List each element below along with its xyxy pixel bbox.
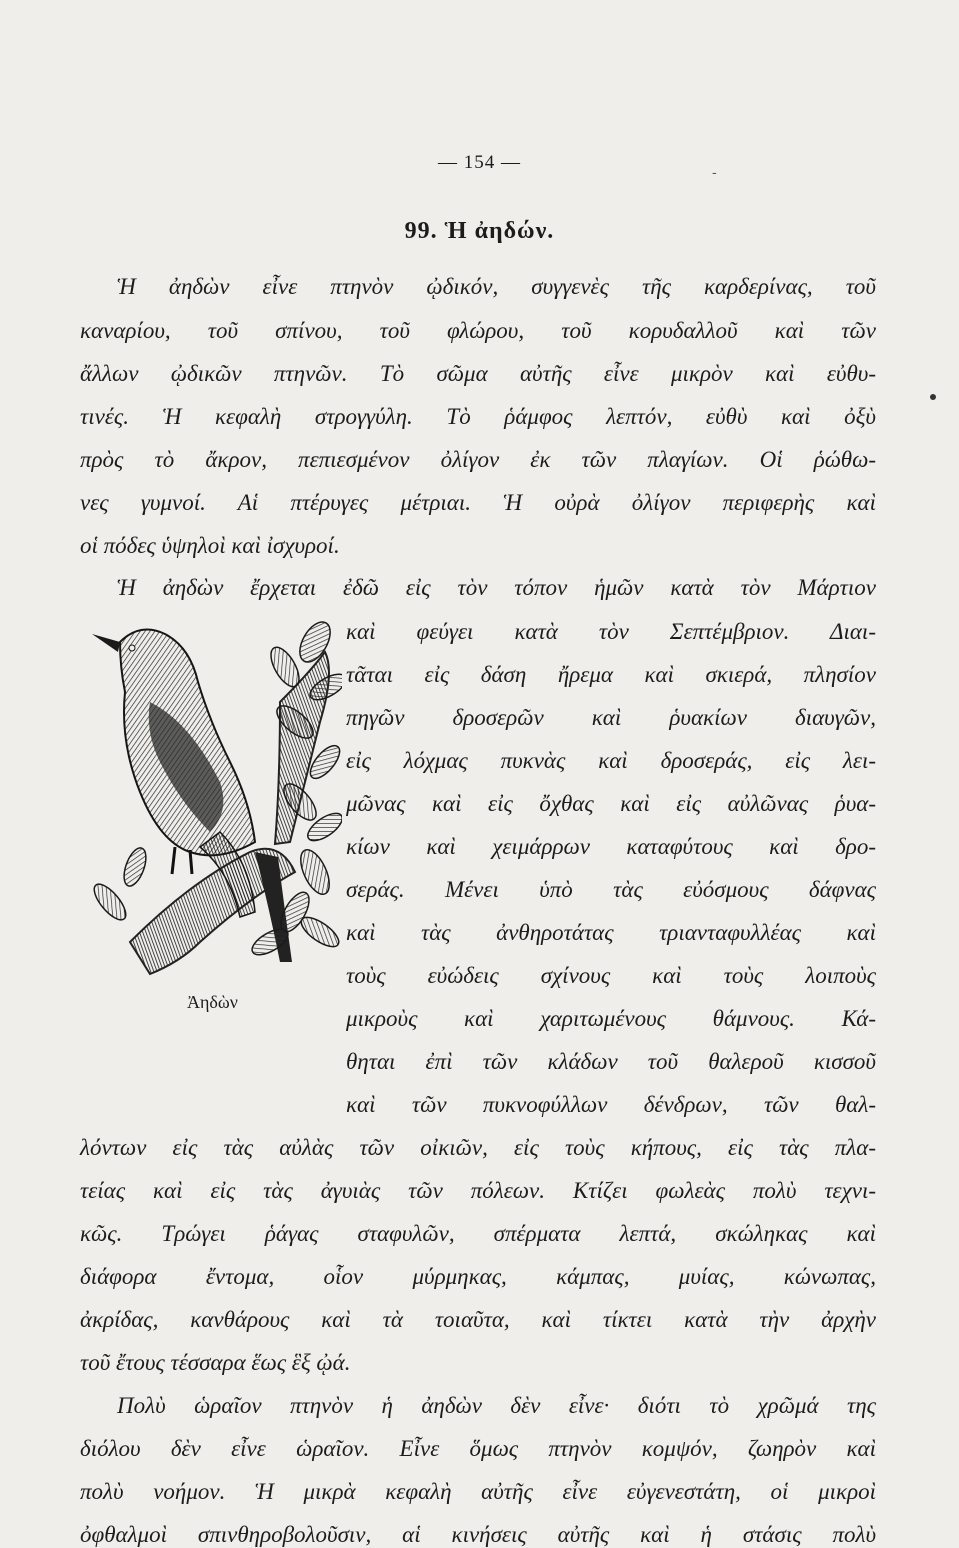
text-line: πηγῶν δροσερῶν καὶ ῥυακίων διαυγῶν, — [346, 705, 876, 730]
text-line: καὶ τῶν πυκνοφύλλων δένδρων, τῶν θαλ- — [346, 1092, 876, 1117]
text-line: ἀκρίδας, κανθάρους καὶ τὰ τοιαῦτα, καὶ τίκτει κατὰ τὴν ἀρχὴν — [80, 1307, 876, 1332]
text-line: σεράς. Μένει ὑπὸ τὰς εὐόσμους δάφνας — [346, 877, 876, 902]
text-line: πολὺ νοήμον. Ἡ μικρὰ κεφαλὴ αὐτῆς εἶνε εὐγενεστάτη, οἱ μικροὶ — [80, 1479, 876, 1504]
text-line: τᾶται εἰς δάση ἤρεμα καὶ σκιερά, πλησίον — [346, 662, 876, 687]
text-line: καὶ φεύγει κατὰ τὸν Σεπτέμβριον. Διαι- — [346, 619, 876, 644]
text-line: καὶ τὰς ἀνθηροτάτας τριανταφυλλέας καὶ — [346, 920, 876, 945]
text-line: ἄλλων ᾠδικῶν πτηνῶν. Τὸ σῶμα αὐτῆς εἶνε μικρὸν καὶ εὐθυ- — [80, 361, 876, 386]
text-line: Ἡ ἀηδὼν ἔρχεται ἐδῶ εἰς τὸν τόπον ἡμῶν κατὰ τὸν Μάρτιον — [117, 575, 876, 600]
text-line: κῶς. Τρώγει ῥάγας σταφυλῶν, σπέρματα λεπτά, σκώληκας καὶ — [80, 1221, 876, 1246]
section-title: 99. Ἡ ἀηδών. — [404, 218, 555, 244]
nightingale-illustration — [80, 612, 342, 982]
text-line: Πολὺ ὡραῖον πτηνὸν ἡ ἀηδὼν δὲν εἶνε· διότι τὸ χρῶμά της — [117, 1393, 876, 1418]
text-line: λόντων εἰς τὰς αὐλὰς τῶν οἰκιῶν, εἰς τοὺς κήπους, εἰς τὰς πλα- — [80, 1135, 876, 1160]
text-line: καναρίου, τοῦ σπίνου, τοῦ φλώρου, τοῦ κορυδαλλοῦ καὶ τῶν — [80, 318, 876, 343]
text-line: οἱ πόδες ὑψηλοὶ καὶ ἰσχυροί. — [80, 533, 340, 558]
text-line: εἰς λόχμας πυκνὰς καὶ δροσεράς, εἰς λει- — [346, 748, 876, 773]
text-line: Ἡ ἀηδὼν εἶνε πτηνὸν ᾠδικόν, συγγενὲς τῆς καρδερίνας, τοῦ — [117, 274, 876, 299]
text-line: διόλου δὲν εἶνε ὡραῖον. Εἶνε ὅμως πτηνὸν κομψόν, ζωηρὸν καὶ — [80, 1436, 876, 1461]
page-number: — 154 — — [438, 152, 521, 173]
text-line: τοὺς εὐώδεις σχίνους καὶ τοὺς λοιποὺς — [346, 963, 876, 988]
figure-caption: Ἀηδὼν — [187, 992, 238, 1012]
text-line: διάφορα ἔντομα, οἷον μύρμηκας, κάμπας, μυίας, κώνωπας, — [80, 1264, 876, 1289]
text-line: πρὸς τὸ ἄκρον, πεπιεσμένον ὀλίγον ἐκ τῶν πλαγίων. Οἱ ῥώθω- — [80, 447, 876, 472]
text-line: ὀφθαλμοὶ σπινθηροβολοῦσιν, αἱ κινήσεις αὐτῆς καὶ ἡ στάσις πολὺ — [80, 1522, 876, 1547]
text-line: τοῦ ἔτους τέσσαρα ἕως ἓξ ᾠά. — [80, 1350, 351, 1375]
stray-mark: - — [712, 165, 717, 181]
margin-dot — [930, 394, 936, 400]
text-line: νες γυμνοί. Αἱ πτέρυγες μέτριαι. Ἡ οὐρὰ ὀλίγον περιφερὴς καὶ — [80, 490, 876, 515]
text-line: μῶνας καὶ εἰς ὄχθας καὶ εἰς αὐλῶνας ῥυα- — [346, 791, 876, 816]
text-line: κίων καὶ χειμάρρων καταφύτους καὶ δρο- — [346, 834, 876, 859]
text-line: μικροὺς καὶ χαριτωμένους θάμνους. Κά- — [346, 1006, 876, 1031]
text-line: τινές. Ἡ κεφαλὴ στρογγύλη. Τὸ ῥάμφος λεπτόν, εὐθὺ καὶ ὀξὺ — [80, 404, 876, 429]
text-line: τείας καὶ εἰς τὰς ἀγυιὰς τῶν πόλεων. Κτίζει φωλεὰς πολὺ τεχνι- — [80, 1178, 876, 1203]
text-line: θηται ἐπὶ τῶν κλάδων τοῦ θαλεροῦ κισσοῦ — [346, 1049, 876, 1074]
